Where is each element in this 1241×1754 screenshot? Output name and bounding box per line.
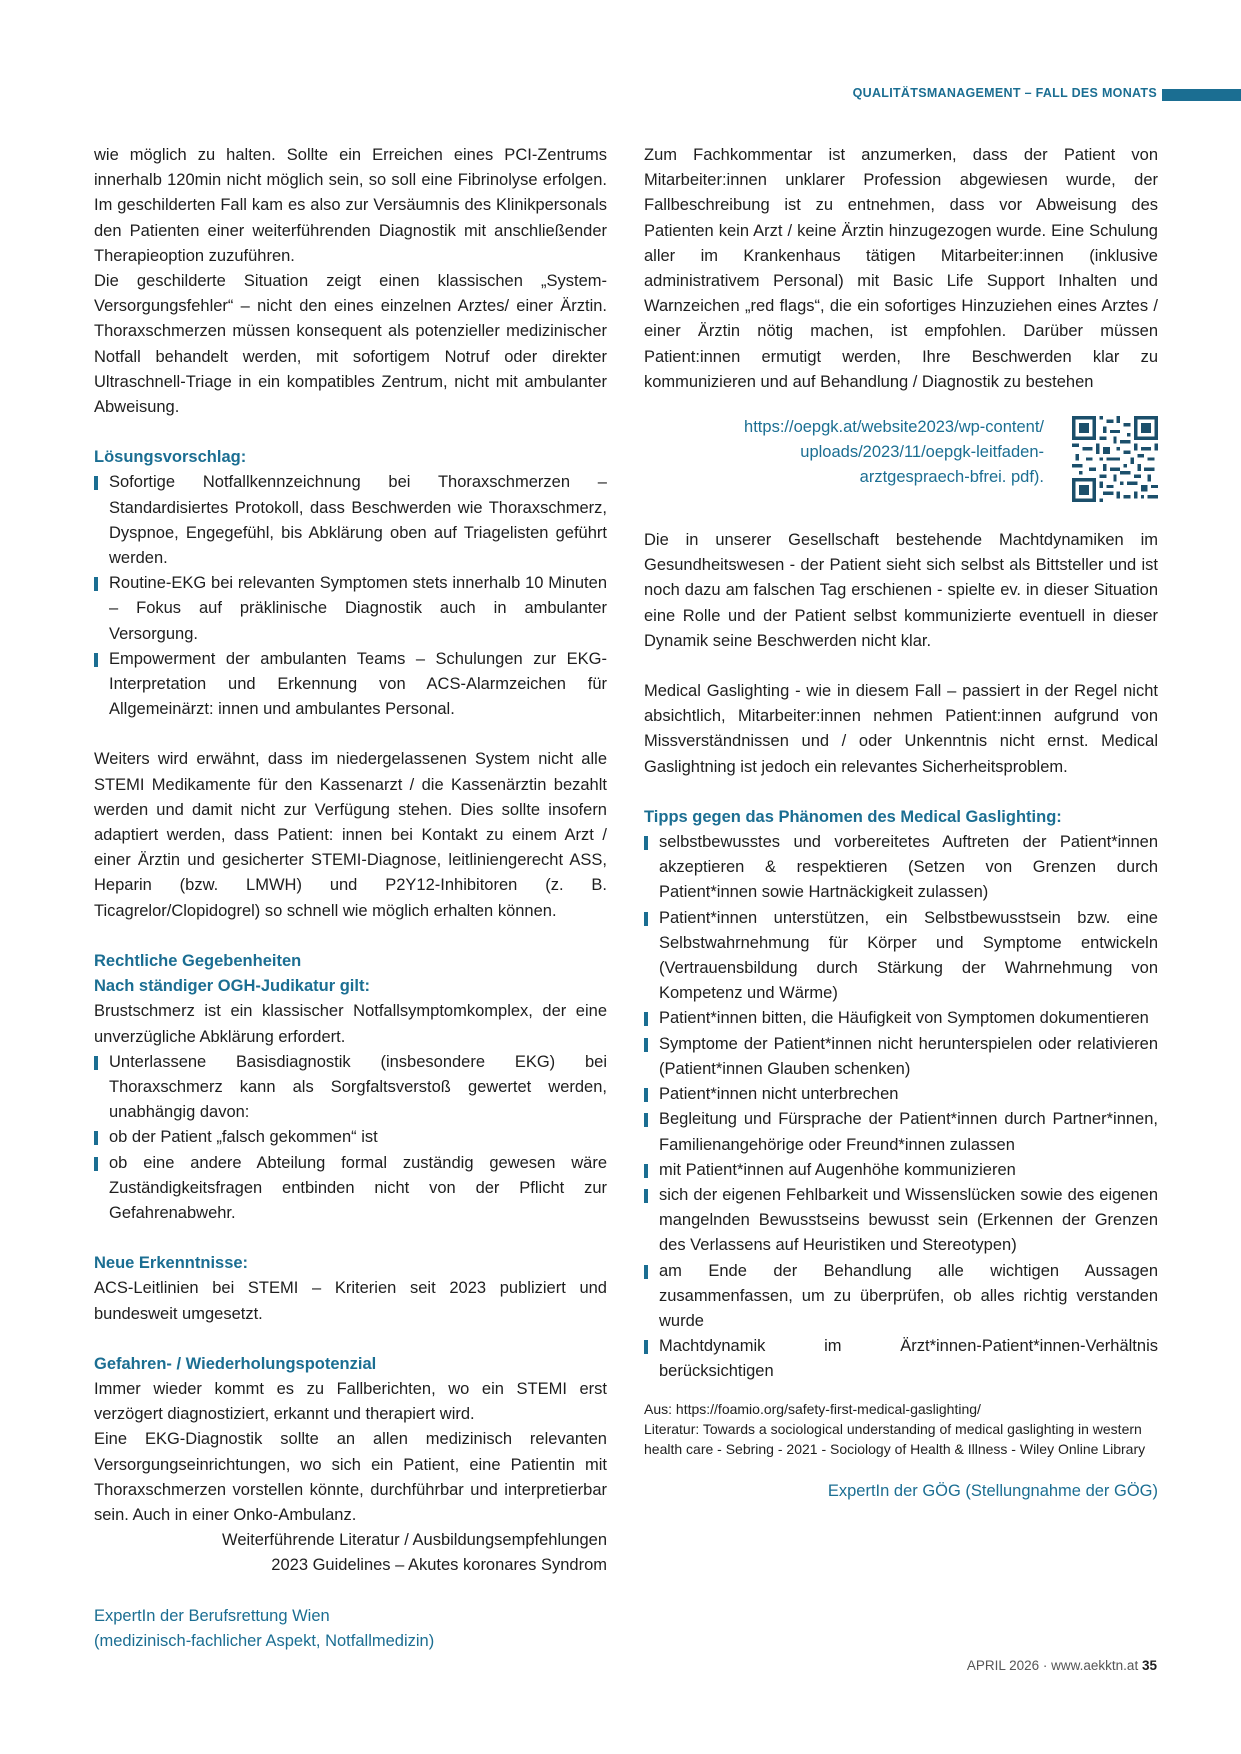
heading-gefahrenpotenzial: Gefahren- / Wiederholungspotenzial [94, 1354, 377, 1373]
link-line[interactable]: https://oepgk.at/website2023/wp-content/ [744, 418, 1044, 437]
section-accent-bar [1162, 89, 1241, 101]
paragraph: Die in unserer Gesellschaft bestehende Machtdynamiken im Gesundheitswesen - der Patient sieht sich selbst als Bittsteller und ist noch dazu am falschen Tag erschienen - spielte ev. in dieser Situation eine Rolle und der Patient selbst kommunizierte eventuell in dieser Dynamik seine Beschwerden nicht klar. [644, 531, 1158, 650]
paragraph: Immer wieder kommt es zu Fallberichten, wo ein STEMI erst verzögert diagnostiziert, erkannt und therapiert wird. [94, 1379, 607, 1424]
heading-rechtliche-gegebenheiten: Rechtliche Gegebenheiten [94, 951, 302, 970]
heading-ogh-judikatur: Nach ständiger OGH-Judikatur gilt: [94, 977, 370, 996]
right-column [644, 143, 1158, 1504]
list-item: am Ende der Behandlung alle wichtigen Aussagen zusammenfassen, um zu überprüfen, ob alles richtig verstanden wurde [644, 1259, 1158, 1335]
qr-code-icon [1072, 415, 1158, 503]
link-line[interactable]: arztgespraech-bfrei. pdf). [859, 468, 1044, 487]
section-label: QUALITÄTSMANAGEMENT – FALL DES MONATS [852, 86, 1157, 100]
left-column [94, 143, 607, 1654]
list-item: Routine-EKG bei relevanten Symptomen stets innerhalb 10 Minuten – Fokus auf präklinische Diagnostik auch in ambulanter Versorgung. [94, 571, 607, 647]
loesung-list [94, 470, 607, 722]
heading-neue-erkenntnisse: Neue Erkenntnisse: [94, 1254, 249, 1273]
list-item: Begleitung und Fürsprache der Patient*innen durch Partner*innen, Familienangehörige oder Freund*innen zulassen [644, 1107, 1158, 1157]
expert-signature: ExpertIn der GÖG (Stellungnahme der GÖG) [827, 1481, 1158, 1500]
list-item: ob der Patient „falsch gekommen“ ist [94, 1125, 607, 1150]
paragraph: Medical Gaslighting - wie in diesem Fall – passiert in der Regel nicht absichtlich, Mitarbeiter:innen nehmen Patient:innen aufgrund von Missverständnissen und / oder Unkenntnis nicht ernst. Medical Gaslightning ist jedoch ein relevantes Sicherheitsproblem. [644, 682, 1158, 776]
paragraph: Eine EKG-Diagnostik sollte an allen medizinisch relevanten Versorgungseinrichtungen, wo sich ein Patient, eine Patientin mit Thoraxschmerzen vorstellen könnte, durchführbar und interpretierbar sein. Auch in einer Onko-Ambulanz. [94, 1430, 607, 1524]
page-number: 35 [1141, 1658, 1157, 1673]
link-line[interactable]: uploads/2023/11/oepgk-leitfaden- [800, 443, 1044, 462]
list-item: Machtdynamik im Ärzt*innen-Patient*innen-Verhältnis berücksichtigen [644, 1334, 1158, 1384]
heading-tipps: Tipps gegen das Phänomen des Medical Gaslighting: [644, 807, 1062, 826]
literature-line: Weiterführende Literatur / Ausbildungsempfehlungen [222, 1531, 607, 1550]
source-line: Aus: https://foamio.org/safety-first-medical-gaslighting/ [644, 1400, 981, 1417]
list-item: Symptome der Patient*innen nicht herunterspielen oder relativieren (Patient*innen Glauben schenken) [644, 1032, 1158, 1082]
list-item: Patient*innen bitten, die Häufigkeit von Symptomen dokumentieren [644, 1006, 1158, 1031]
page-footer [967, 1658, 1157, 1673]
paragraph: wie möglich zu halten. Sollte ein Erreichen eines PCI-Zentrums innerhalb 120min nicht möglich sein, so soll eine Fibrinolyse erfolgen. Im geschilderten Fall kam es also zur Versäumnis des Klinikpersonals den Patienten einer weiterführenden Diagnostik mit anschließender Therapieoption zuzuführen. [94, 146, 607, 265]
literature-source: Literatur: Towards a sociological understanding of medical gaslighting in western health care - Sebring - 2021 - Sociology of Health & Illness - Wiley Online Library [644, 1420, 1146, 1457]
paragraph: ACS-Leitlinien bei STEMI – Kriterien seit 2023 publiziert und bundesweit umgesetzt. [94, 1279, 607, 1323]
tipps-list [644, 830, 1158, 1384]
list-item: sich der eigenen Fehlbarkeit und Wissenslücken sowie des eigenen mangelnden Bewusstseins bewusst sein (Erkennen der Grenzen des Verlassens auf Heuristiken und Stereotypen) [644, 1183, 1158, 1259]
link-block [644, 415, 1158, 503]
list-item: selbstbewusstes und vorbereitetes Auftreten der Patient*innen akzeptieren & respektieren (Setzen von Grenzen durch Patient*innen sowie Hartnäckigkeit zulassen) [644, 830, 1158, 906]
expert-signature: ExpertIn der Berufsrettung Wien [94, 1606, 330, 1625]
literature-line: 2023 Guidelines – Akutes koronares Syndrom [271, 1556, 607, 1575]
recht-list [94, 1050, 607, 1226]
list-item: Patient*innen unterstützen, ein Selbstbewusstsein bzw. eine Selbstwahrnehmung für Körper und Symptome entwickeln (Vertrauensbildung durch Stärkung der Wahrnehmung von Kompetenz und Wärme) [644, 906, 1158, 1007]
paragraph: Die geschilderte Situation zeigt einen klassischen „System-Versorgungsfehler“ – nicht den eines einzelnen Arztes/ einer Ärztin. Thoraxschmerzen müssen konsequent als potenzieller medizinischer Notfall behandelt werden, mit sofortigem Notruf oder direkter Ultraschnell-Triage in ein kompatibles Zentrum, nicht mit ambulanter Abweisung. [94, 272, 607, 417]
heading-loesungsvorschlag: Lösungsvorschlag: [94, 448, 247, 467]
list-item: Sofortige Notfallkennzeichnung bei Thoraxschmerzen – Standardisiertes Protokoll, dass Beschwerden wie Thoraxschmerz, Dyspnoe, Engegefühl, bis Abklärung oben auf Triagelisten geführt werden. [94, 470, 607, 571]
paragraph: Brustschmerz ist ein klassischer Notfallsymptomkomplex, der eine unverzügliche Abklärung erfordert. [94, 1002, 607, 1046]
expert-signature-detail: (medizinisch-fachlicher Aspekt, Notfallmedizin) [94, 1631, 435, 1650]
list-item: Unterlassene Basisdiagnostik (insbesondere EKG) bei Thoraxschmerz kann als Sorgfaltsverstoß gewertet werden, unabhängig davon: [94, 1050, 607, 1126]
list-item: Empowerment der ambulanten Teams – Schulungen zur EKG-Interpretation und Erkennung von ACS-Alarmzeichen für Allgemeinärzt: innen und ambulantes Personal. [94, 647, 607, 723]
footer-text: APRIL 2026 · www.aekktn.at [966, 1658, 1139, 1673]
paragraph: Zum Fachkommentar ist anzumerken, dass der Patient von Mitarbeiter:innen unklarer Profession abgewiesen wurde, der Fallbeschreibung ist zu entnehmen, dass vor Abweisung des Patienten kein Arzt / keine Ärztin hinzugezogen wurde. Eine Schulung aller im Krankenhaus tätigen Mitarbeiter:innen (inklusive administrativem Personal) mit Basic Life Support Inhalten und Warnzeichen „red flags“, die ein sofortiges Hinzuziehen eines Arztes / einer Ärztin nötig machen, ist empfohlen. Darüber müssen Patient:innen ermutigt werden, Ihre Beschwerden klar zu kommunizieren und auf Behandlung / Diagnostik zu bestehen [644, 146, 1158, 391]
list-item: ob eine andere Abteilung formal zuständig gewesen wäre Zuständigkeitsfragen entbinden nicht von der Pflicht zur Gefahrenabwehr. [94, 1151, 607, 1227]
list-item: mit Patient*innen auf Augenhöhe kommunizieren [644, 1158, 1158, 1183]
paragraph: Weiters wird erwähnt, dass im niedergelassenen System nicht alle STEMI Medikamente für den Kassenarzt / die Kassenärztin bezahlt werden und damit nicht zur Verfügung stehen. Dies sollte insofern adaptiert werden, dass Patient: innen bei Kontakt zu einem Arzt / einer Ärztin und gesicherter STEMI-Diagnose, leitliniengerecht ASS, Heparin (bzw. LMWH) und P2Y12-Inhibitoren (z. B. Ticagrelor/Clopidogrel) so schnell wie möglich erhalten können. [94, 750, 607, 920]
list-item: Patient*innen nicht unterbrechen [644, 1082, 1158, 1107]
